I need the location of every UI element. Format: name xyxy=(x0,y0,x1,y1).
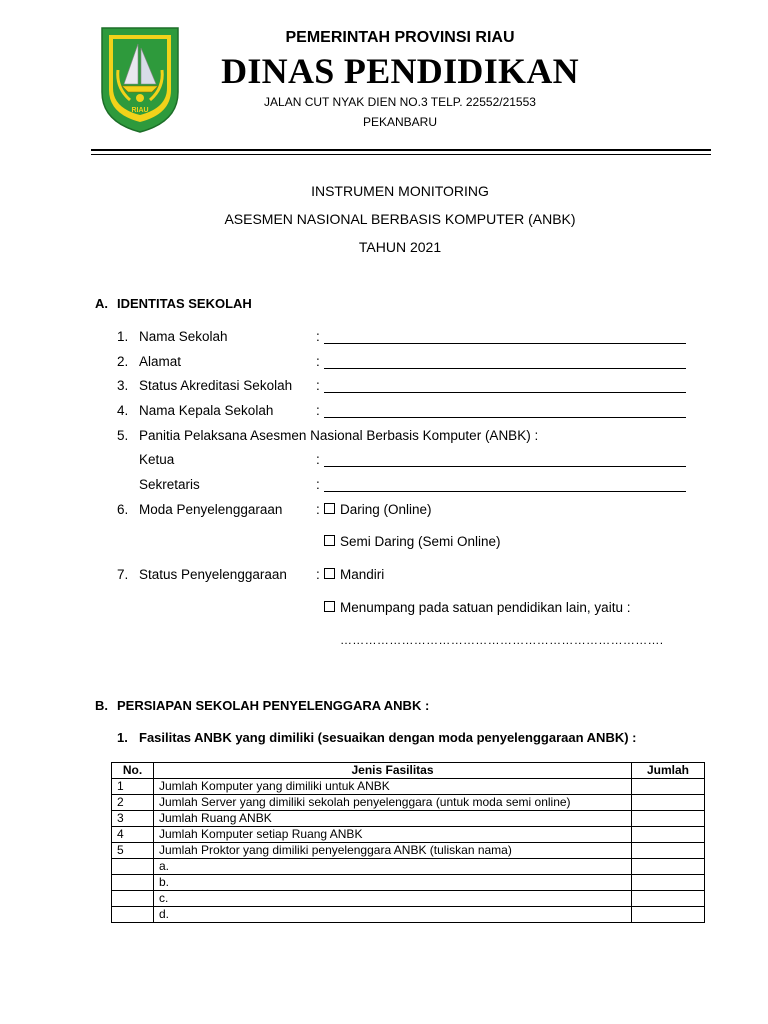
col-header-no: No. xyxy=(112,763,154,779)
section-a-title: IDENTITAS SEKOLAH xyxy=(117,296,252,311)
table-row xyxy=(112,859,705,875)
cell-item: Jumlah Proktor yang dimiliki penyelenggara ANBK (tuliskan nama) xyxy=(154,843,632,859)
field-label: Status Akreditasi Sekolah xyxy=(139,378,293,393)
field-colon: : xyxy=(316,378,320,393)
option-label: Menumpang pada satuan pendidikan lain, yaitu : xyxy=(340,600,631,615)
cell-no: 2 xyxy=(112,795,154,811)
checkbox-semi-daring[interactable] xyxy=(324,535,335,546)
kepala-sekolah-blank[interactable] xyxy=(324,404,686,418)
cell-item: b. xyxy=(154,875,632,891)
cell-qty[interactable] xyxy=(632,779,705,795)
option-label: Daring (Online) xyxy=(340,502,432,517)
table-row xyxy=(112,891,705,907)
cell-item: Jumlah Ruang ANBK xyxy=(154,811,632,827)
cell-item: Jumlah Komputer yang dimiliki untuk ANBK xyxy=(154,779,632,795)
field-colon: : xyxy=(316,354,320,369)
table-row xyxy=(112,795,705,811)
field-colon: : xyxy=(316,329,320,344)
cell-item: c. xyxy=(154,891,632,907)
option-label: Mandiri xyxy=(340,567,385,582)
field-colon: : xyxy=(316,502,320,517)
item-number: 4. xyxy=(117,403,129,418)
item-number: 5. xyxy=(117,428,129,443)
item-number: 6. xyxy=(117,502,129,517)
field-colon: : xyxy=(316,567,320,582)
cell-no xyxy=(112,891,154,907)
option-semi-daring[interactable] xyxy=(324,534,501,549)
ketua-blank[interactable] xyxy=(324,453,686,467)
field-label: Ketua xyxy=(139,452,175,467)
doc-title-3: TAHUN 2021 xyxy=(358,239,442,255)
cell-qty[interactable] xyxy=(632,907,705,923)
cell-no: 1 xyxy=(112,779,154,795)
table-row xyxy=(112,843,705,859)
field-colon: : xyxy=(316,403,320,418)
table-row xyxy=(112,779,705,795)
field-label: Nama Kepala Sekolah xyxy=(139,403,274,418)
cell-qty[interactable] xyxy=(632,891,705,907)
cell-no: 4 xyxy=(112,827,154,843)
checkbox-mandiri[interactable] xyxy=(324,568,335,579)
nama-sekolah-blank[interactable] xyxy=(324,330,686,344)
subsection-fasilitas xyxy=(117,730,637,745)
field-label: Status Penyelenggaraan xyxy=(139,567,287,582)
letterhead-divider-thin xyxy=(91,154,711,155)
cell-item: d. xyxy=(154,907,632,923)
subsection-title: Fasilitas ANBK yang dimiliki (sesuaikan dengan moda penyelenggaraan ANBK) : xyxy=(139,730,637,745)
section-a-letter: A. xyxy=(95,296,108,311)
address-line-1: JALAN CUT NYAK DIEN NO.3 TELP. 22552/21553 xyxy=(264,95,536,109)
item-number: 7. xyxy=(117,567,129,582)
government-name: PEMERINTAH PROVINSI RIAU xyxy=(285,29,515,46)
cell-qty[interactable] xyxy=(632,859,705,875)
item-number: 1. xyxy=(117,329,129,344)
cell-no xyxy=(112,859,154,875)
office-name: DINAS PENDIDIKAN xyxy=(221,51,579,91)
field-colon: : xyxy=(316,452,320,467)
option-menumpang[interactable] xyxy=(324,600,630,615)
cell-qty[interactable] xyxy=(632,811,705,827)
cell-no xyxy=(112,875,154,891)
address-line-2: PEKANBARU xyxy=(362,115,438,129)
col-header-jumlah: Jumlah xyxy=(632,763,705,779)
section-b-heading xyxy=(95,698,429,713)
logo-text: RIAU xyxy=(131,107,149,114)
table-header-row xyxy=(112,763,705,779)
doc-title-2: ASESMEN NASIONAL BERBASIS KOMPUTER (ANBK) xyxy=(224,211,576,227)
cell-item: Jumlah Komputer setiap Ruang ANBK xyxy=(154,827,632,843)
checkbox-daring[interactable] xyxy=(324,503,335,514)
item-number: 3. xyxy=(117,378,129,393)
field-label: Panitia Pelaksana Asesmen Nasional Berbasis Komputer (ANBK) : xyxy=(139,428,539,443)
cell-qty[interactable] xyxy=(632,875,705,891)
doc-title-1: INSTRUMEN MONITORING xyxy=(311,183,489,199)
table-row xyxy=(112,811,705,827)
option-daring[interactable] xyxy=(324,502,432,517)
cell-item: Jumlah Server yang dimiliki sekolah penyelenggara (untuk moda semi online) xyxy=(154,795,632,811)
section-b-letter: B. xyxy=(95,698,108,713)
col-header-jenis: Jenis Fasilitas xyxy=(154,763,632,779)
table-row xyxy=(112,875,705,891)
cell-qty[interactable] xyxy=(632,795,705,811)
riau-province-logo-icon xyxy=(100,26,180,134)
table-row xyxy=(112,907,705,923)
field-label: Moda Penyelenggaraan xyxy=(139,502,283,517)
cell-qty[interactable] xyxy=(632,827,705,843)
checkbox-menumpang[interactable] xyxy=(324,601,335,612)
alamat-blank[interactable] xyxy=(324,355,686,369)
cell-no: 5 xyxy=(112,843,154,859)
facilities-table xyxy=(111,762,705,923)
sekretaris-blank[interactable] xyxy=(324,478,686,492)
item-number: 2. xyxy=(117,354,129,369)
cell-no xyxy=(112,907,154,923)
cell-qty[interactable] xyxy=(632,843,705,859)
menumpang-fill-in-dots[interactable]: ……………………………………………………………………. xyxy=(340,633,664,647)
field-label: Alamat xyxy=(139,354,182,369)
option-label: Semi Daring (Semi Online) xyxy=(340,534,501,549)
subsection-number: 1. xyxy=(117,730,128,745)
akreditasi-blank[interactable] xyxy=(324,379,686,393)
cell-no: 3 xyxy=(112,811,154,827)
option-mandiri[interactable] xyxy=(324,567,384,582)
field-label: Nama Sekolah xyxy=(139,329,228,344)
letterhead-divider-thick xyxy=(91,149,711,151)
field-colon: : xyxy=(316,477,320,492)
cell-item: a. xyxy=(154,859,632,875)
field-label: Sekretaris xyxy=(139,477,200,492)
section-a-heading xyxy=(95,296,252,311)
table-row xyxy=(112,827,705,843)
section-b-title: PERSIAPAN SEKOLAH PENYELENGGARA ANBK : xyxy=(117,698,430,713)
